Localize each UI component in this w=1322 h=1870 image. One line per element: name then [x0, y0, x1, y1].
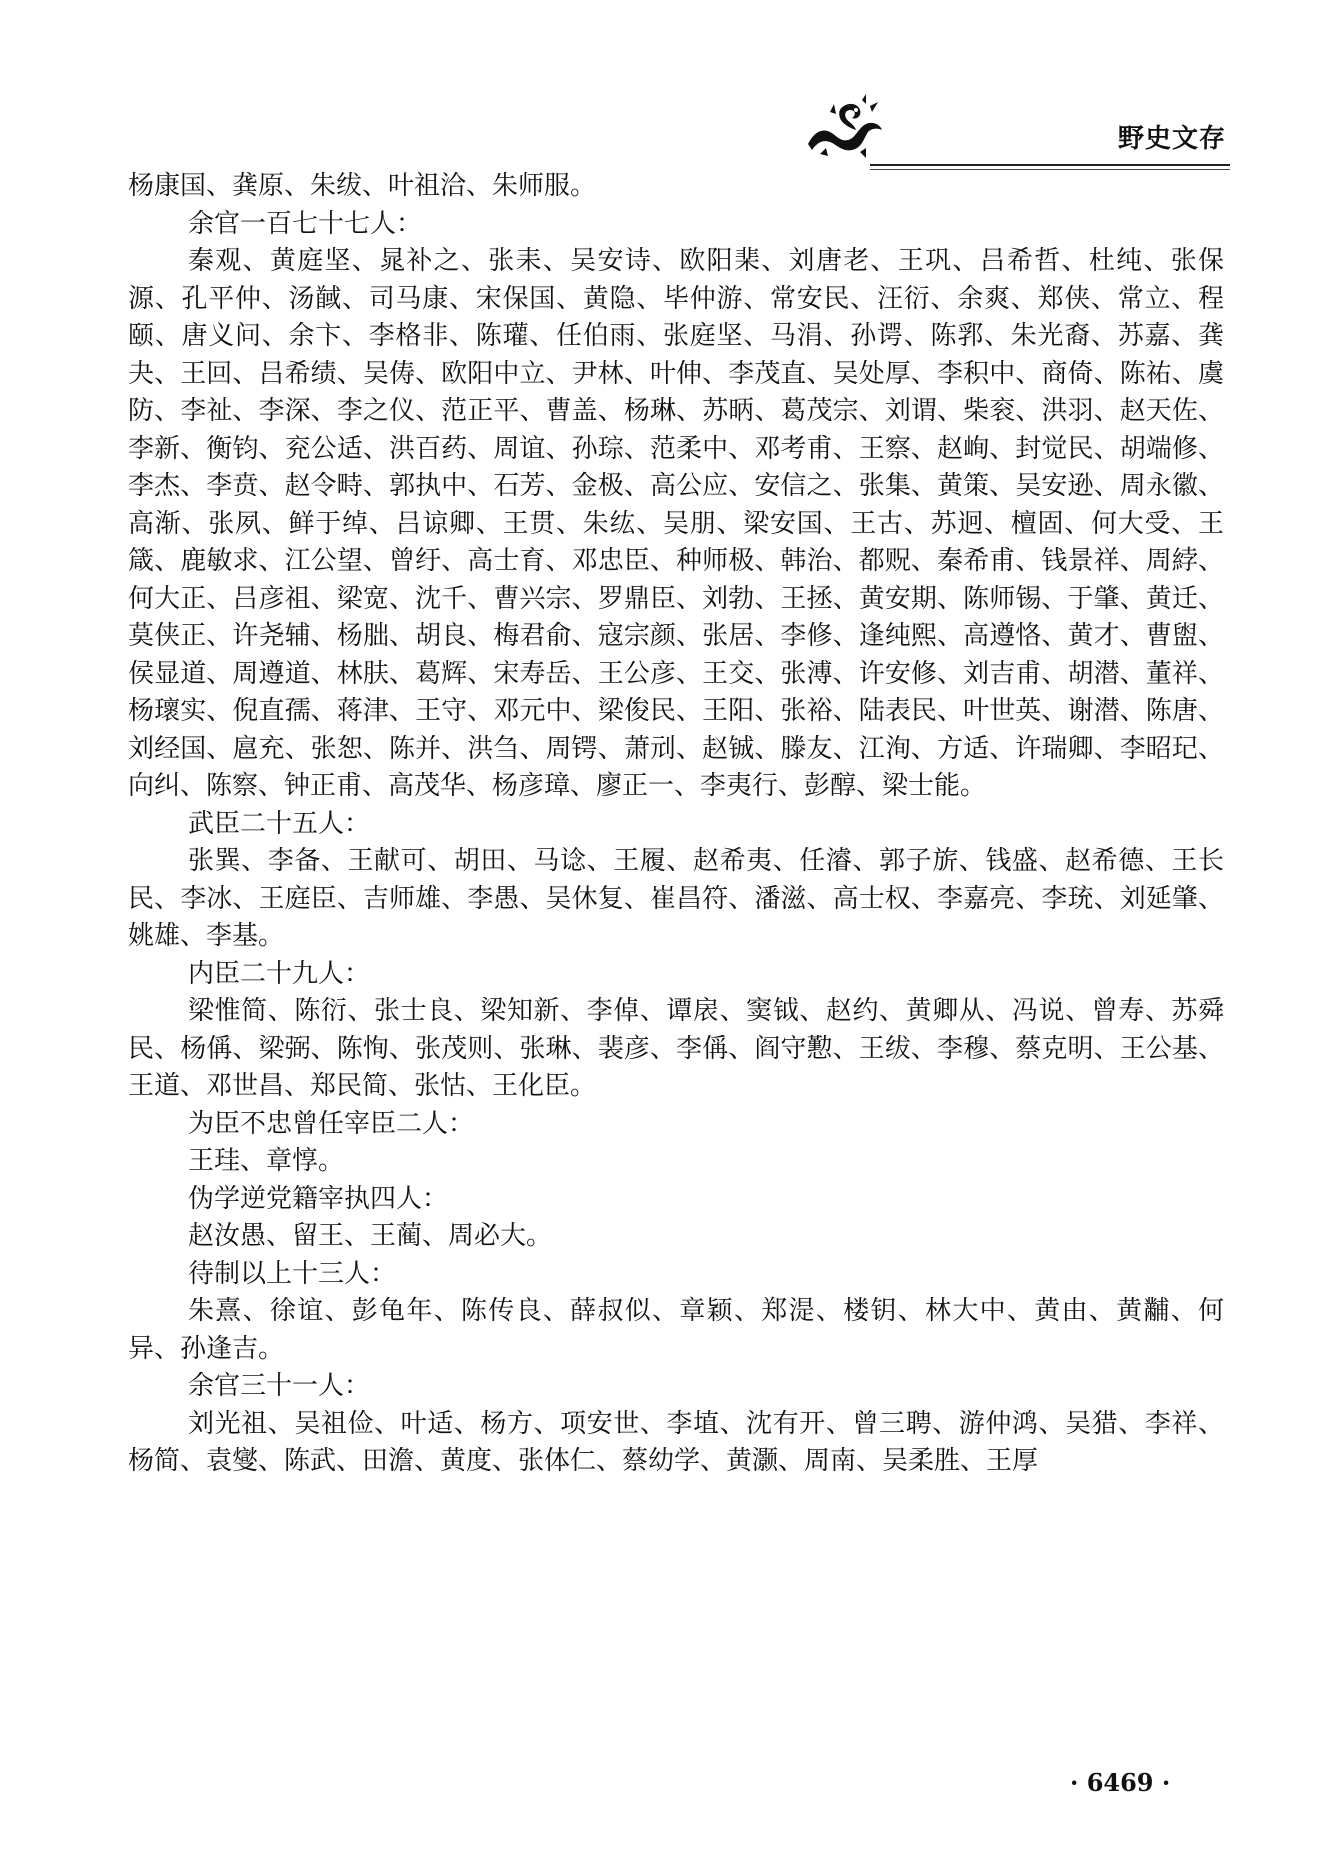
- name-list-yuguan: 秦观、黄庭坚、晁补之、张耒、吴安诗、欧阳棐、刘唐老、王巩、吕希哲、杜纯、张保源、孔平仲、汤馘、司马康、宋保国、黄隐、毕仲游、常安民、汪衍、余爽、郑侠、常立、程颐、唐义问、余卞、李格非、陈瓘、任伯雨、张庭坚、马涓、孙谔、陈郛、朱光裔、苏嘉、龚夬、王回、吕希绩、吴俦、欧阳中立、尹林、叶伸、李茂直、吴处厚、李积中、商倚、陈祐、虞防、李祉、李深、李之仪、范正平、曹盖、杨琳、苏昞、葛茂宗、刘谓、柴衮、洪羽、赵天佐、李新、衡钧、兖公适、洪百药、周谊、孙琮、范柔中、邓考甫、王察、赵峋、封觉民、胡端修、李杰、李贲、赵令畤、郭执中、石芳、金极、高公应、安信之、张集、黄策、吴安逊、周永徽、高渐、张夙、鲜于绰、吕谅卿、王贯、朱纮、吴朋、梁安国、王古、苏迥、檀固、何大受、王箴、鹿敏求、江公望、曾纡、高士育、邓忠臣、种师极、韩治、都贶、秦希甫、钱景祥、周綍、何大正、吕彦祖、梁宽、沈千、曹兴宗、罗鼎臣、刘勃、王拯、黄安期、陈师锡、于肇、黄迁、莫侠正、许尧辅、杨朏、胡良、梅君俞、寇宗颜、张居、李修、逢纯熙、高遵恪、黄才、曹盥、侯显道、周遵道、林肤、葛辉、宋寿岳、王公彦、王交、张溥、许安修、刘吉甫、胡潜、董祥、杨瓌实、倪直孺、蒋津、王守、邓元中、梁俊民、王阳、张裕、陆表民、叶世英、谢潜、陈唐、刘经国、扈充、张恕、陈并、洪刍、周锷、萧刓、赵铖、滕友、江洵、方适、许瑞卿、李昭玘、向纠、陈察、钟正甫、高茂华、杨彦璋、廖正一、李夷行、彭醇、梁士能。: [128, 246, 1224, 801]
- name-list-yuguan-2: 刘光祖、吴祖俭、叶适、杨方、项安世、李埴、沈有开、曾三聘、游仲鸿、吴猎、李祥、杨简、袁燮、陈武、田澹、黄度、张体仁、蔡幼学、黄灏、周南、吴柔胜、王厚: [128, 1408, 1224, 1476]
- header-divider: [870, 164, 1230, 166]
- dragon-logo-icon: [800, 92, 888, 162]
- name-list-wuchen: 张巽、李备、王献可、胡田、马谂、王履、赵希夷、任濬、郭子旂、钱盛、赵希德、王长民、李冰、王庭臣、吉师雄、李愚、吴休复、崔昌符、潘滋、高士权、李嘉亮、李珫、刘延肇、姚雄、李基。: [128, 846, 1224, 951]
- series-title: 野史文存: [1117, 124, 1226, 154]
- section-heading-neichen: 内臣二十九人：: [188, 958, 371, 989]
- section-heading-yuguan: 余官一百七十七人：: [188, 208, 423, 239]
- section-heading-zaizhi: 伪学逆党籍宰执四人：: [188, 1183, 449, 1214]
- page-number: · 6469 ·: [1070, 1768, 1171, 1797]
- name-list-neichen: 梁惟简、陈衍、张士良、梁知新、李倬、谭扆、窦钺、赵约、黄卿从、冯说、曾寿、苏舜民、杨偁、梁弼、陈恂、张茂则、张琳、裴彦、李偁、阎守懃、王绂、李穆、蔡克明、王公基、王道、邓世昌、郑民简、张怙、王化臣。: [128, 996, 1224, 1101]
- name-list-zaichen: 王珪、章惇。: [188, 1146, 345, 1176]
- document-body: [128, 168, 1224, 1481]
- section-heading-zaichen: 为臣不忠曾任宰臣二人：: [188, 1108, 475, 1139]
- section-heading-daizhi: 待制以上十三人：: [188, 1258, 397, 1289]
- section-heading-wuchen: 武臣二十五人：: [188, 808, 371, 839]
- opening-line: 杨康国、龚原、朱绂、叶祖洽、朱师服。: [128, 171, 597, 201]
- page-header: [800, 92, 1230, 170]
- name-list-daizhi: 朱熹、徐谊、彭龟年、陈传良、薛叔似、章颖、郑湜、楼钥、林大中、黄由、黄黼、何异、孙逢吉。: [128, 1296, 1224, 1364]
- section-heading-yuguan-2: 余官三十一人：: [188, 1371, 371, 1401]
- name-list-zaizhi: 赵汝愚、留王、王蔺、周必大。: [188, 1221, 553, 1251]
